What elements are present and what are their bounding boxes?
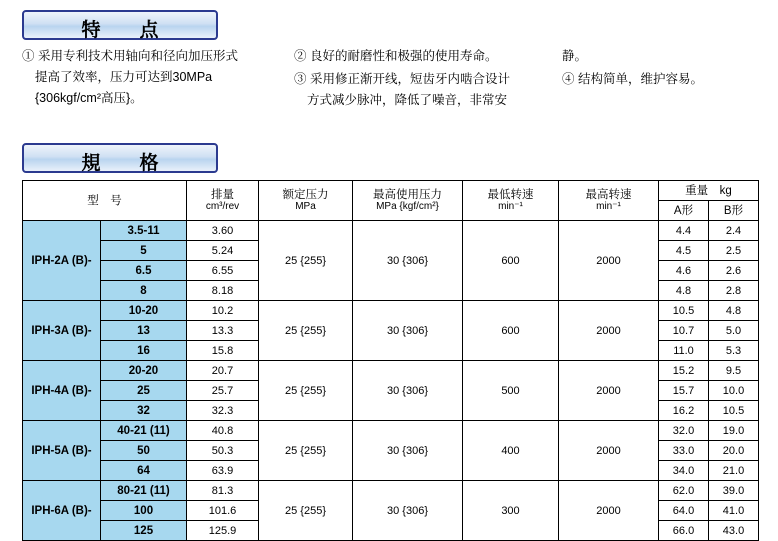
cell-weight-b: 19.0: [709, 421, 759, 441]
cell-weight-a: 16.2: [659, 401, 709, 421]
cell-weight-b: 2.5: [709, 241, 759, 261]
cell-min-speed: 600: [463, 301, 559, 361]
features-column-1: [22, 46, 284, 111]
cell-weight-a: 62.0: [659, 481, 709, 501]
cell-max-pressure: 30 {306}: [353, 221, 463, 301]
cell-weight-b: 43.0: [709, 521, 759, 541]
cell-displacement: 32.3: [187, 401, 259, 421]
cell-weight-b: 41.0: [709, 501, 759, 521]
header-weight: 重量 kg: [659, 181, 759, 201]
cell-displacement: 125.9: [187, 521, 259, 541]
cell-displacement: 10.2: [187, 301, 259, 321]
feature-2-line-1: ② 良好的耐磨性和极强的使用寿命。: [294, 49, 498, 63]
cell-size: 6.5: [101, 261, 187, 281]
spec-table-wrap: [22, 180, 758, 541]
cell-weight-a: 66.0: [659, 521, 709, 541]
table-header-row-1: [23, 181, 759, 201]
cell-size: 100: [101, 501, 187, 521]
cell-size: 25: [101, 381, 187, 401]
cell-weight-a: 34.0: [659, 461, 709, 481]
header-max-speed-label: 最高转速: [585, 188, 632, 201]
feature-1-line-3: {306kgf/cm²高压}。: [35, 91, 143, 105]
table-row: [23, 301, 759, 321]
feature-1-line-1: ① 采用专利技术用轴向和径向加压形式: [22, 49, 238, 63]
specs-heading-text: 規 格: [81, 153, 169, 174]
feature-3-continuation: [562, 46, 772, 67]
cell-weight-a: 32.0: [659, 421, 709, 441]
cell-rated-pressure: 25 {255}: [259, 221, 353, 301]
spec-table-body: [23, 221, 759, 541]
cell-displacement: 3.60: [187, 221, 259, 241]
cell-displacement: 20.7: [187, 361, 259, 381]
feature-3-line-2: 方式减少脉冲，降低了噪音，非常安: [307, 93, 508, 107]
feature-3-line-3: 静。: [562, 49, 588, 63]
header-max-pressure-label: 最高使用压力: [373, 188, 442, 201]
cell-weight-b: 10.0: [709, 381, 759, 401]
cell-size: 32: [101, 401, 187, 421]
cell-displacement: 5.24: [187, 241, 259, 261]
cell-model: IPH-5A (B)-: [23, 421, 101, 481]
cell-weight-a: 15.7: [659, 381, 709, 401]
header-max-speed-unit: min⁻¹: [596, 200, 621, 212]
cell-size: 10-20: [101, 301, 187, 321]
cell-size: 5: [101, 241, 187, 261]
cell-weight-a: 4.8: [659, 281, 709, 301]
cell-max-speed: 2000: [559, 421, 659, 481]
header-rated-pressure: [259, 181, 353, 221]
cell-weight-a: 4.5: [659, 241, 709, 261]
cell-min-speed: 600: [463, 221, 559, 301]
cell-weight-b: 2.8: [709, 281, 759, 301]
header-displacement-label: 排量: [211, 188, 234, 201]
cell-max-pressure: 30 {306}: [353, 481, 463, 541]
feature-4-line-1: ④ 结构简单，维护容易。: [562, 72, 703, 86]
cell-min-speed: 400: [463, 421, 559, 481]
header-min-speed-unit: min⁻¹: [498, 200, 523, 212]
cell-weight-a: 4.6: [659, 261, 709, 281]
cell-weight-b: 2.4: [709, 221, 759, 241]
cell-weight-b: 21.0: [709, 461, 759, 481]
cell-weight-b: 4.8: [709, 301, 759, 321]
cell-rated-pressure: 25 {255}: [259, 361, 353, 421]
table-row: [23, 481, 759, 501]
cell-weight-a: 15.2: [659, 361, 709, 381]
cell-min-speed: 500: [463, 361, 559, 421]
header-max-pressure: [353, 181, 463, 221]
cell-size: 8: [101, 281, 187, 301]
cell-min-speed: 300: [463, 481, 559, 541]
cell-model: IPH-2A (B)-: [23, 221, 101, 301]
cell-weight-b: 39.0: [709, 481, 759, 501]
cell-weight-b: 9.5: [709, 361, 759, 381]
cell-weight-b: 2.6: [709, 261, 759, 281]
cell-displacement: 63.9: [187, 461, 259, 481]
cell-size: 50: [101, 441, 187, 461]
cell-weight-a: 33.0: [659, 441, 709, 461]
cell-weight-b: 10.5: [709, 401, 759, 421]
cell-displacement: 101.6: [187, 501, 259, 521]
cell-displacement: 15.8: [187, 341, 259, 361]
feature-item-4: [562, 69, 772, 90]
cell-size: 13: [101, 321, 187, 341]
header-model: 型 号: [23, 181, 187, 221]
cell-model: IPH-3A (B)-: [23, 301, 101, 361]
cell-size: 40-21 (11): [101, 421, 187, 441]
header-rated-pressure-label: 额定压力: [282, 188, 329, 201]
table-row: [23, 361, 759, 381]
header-max-pressure-unit: MPa {kgf/cm²}: [376, 200, 439, 212]
cell-max-speed: 2000: [559, 481, 659, 541]
cell-displacement: 13.3: [187, 321, 259, 341]
spec-table: [22, 180, 759, 541]
cell-size: 3.5-11: [101, 221, 187, 241]
cell-size: 80-21 (11): [101, 481, 187, 501]
cell-size: 125: [101, 521, 187, 541]
table-row: [23, 421, 759, 441]
cell-displacement: 50.3: [187, 441, 259, 461]
header-displacement: [187, 181, 259, 221]
cell-weight-a: 4.4: [659, 221, 709, 241]
header-min-speed: [463, 181, 559, 221]
cell-rated-pressure: 25 {255}: [259, 421, 353, 481]
header-max-speed: [559, 181, 659, 221]
cell-displacement: 25.7: [187, 381, 259, 401]
feature-item-1: [22, 46, 284, 109]
specs-heading-bar: [22, 143, 218, 173]
table-row: [23, 221, 759, 241]
cell-displacement: 40.8: [187, 421, 259, 441]
cell-max-speed: 2000: [559, 361, 659, 421]
cell-model: IPH-4A (B)-: [23, 361, 101, 421]
cell-model: IPH-6A (B)-: [23, 481, 101, 541]
feature-1-line-2: 提高了效率，压力可达到30MPa: [35, 70, 213, 84]
cell-max-pressure: 30 {306}: [353, 421, 463, 481]
cell-weight-a: 10.5: [659, 301, 709, 321]
features-heading-text: 特 点: [81, 20, 169, 41]
cell-size: 16: [101, 341, 187, 361]
cell-size: 64: [101, 461, 187, 481]
cell-weight-b: 5.0: [709, 321, 759, 341]
feature-item-3: [294, 69, 544, 111]
header-displacement-unit: cm³/rev: [205, 200, 240, 212]
feature-3-line-1: ③ 采用修正渐开线，短齿牙内啮合设计: [294, 72, 510, 86]
cell-max-speed: 2000: [559, 221, 659, 301]
cell-max-pressure: 30 {306}: [353, 301, 463, 361]
cell-weight-b: 5.3: [709, 341, 759, 361]
cell-weight-b: 20.0: [709, 441, 759, 461]
cell-size: 20-20: [101, 361, 187, 381]
feature-item-2: [294, 46, 544, 67]
cell-weight-a: 64.0: [659, 501, 709, 521]
cell-displacement: 8.18: [187, 281, 259, 301]
cell-weight-a: 11.0: [659, 341, 709, 361]
header-min-speed-label: 最低转速: [487, 188, 534, 201]
features-column-2: [294, 46, 544, 113]
features-heading-bar: [22, 10, 218, 40]
spec-table-head: [23, 181, 759, 221]
cell-weight-a: 10.7: [659, 321, 709, 341]
features-column-3: [562, 46, 772, 92]
header-rated-pressure-unit: MPa: [295, 200, 316, 212]
cell-max-pressure: 30 {306}: [353, 361, 463, 421]
cell-rated-pressure: 25 {255}: [259, 481, 353, 541]
cell-rated-pressure: 25 {255}: [259, 301, 353, 361]
cell-max-speed: 2000: [559, 301, 659, 361]
header-weight-a: A形: [659, 201, 709, 221]
header-weight-b: B形: [709, 201, 759, 221]
cell-displacement: 81.3: [187, 481, 259, 501]
cell-displacement: 6.55: [187, 261, 259, 281]
